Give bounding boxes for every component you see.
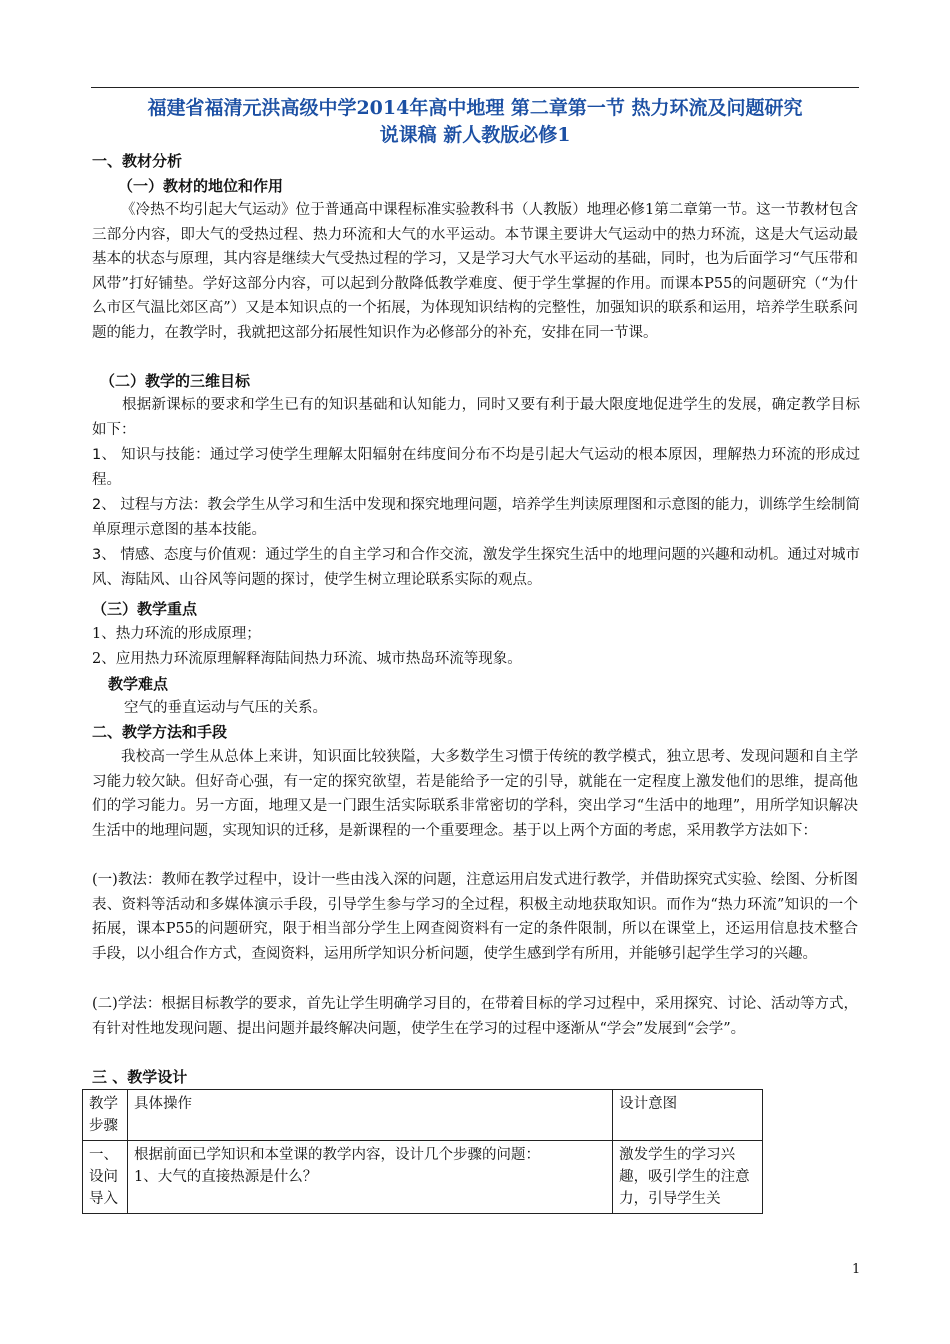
table-header-row — [83, 1090, 763, 1141]
paragraph-textbook-analysis: 《冷热不均引起大气运动》位于普通高中课程标准实验教科书（人教版）地理必修1第二章第一节。这一节教材包含三部分内容，即大气的受热过程、热力环流和大气的水平运动。本节课主要讲大气运动中的热力环流，这是大气运动最基本的状态与原理，其内容是继续大气受热过程的学习，又是学习大气水平运动的基础，同时，也为后面学习“气压带和风带”打好铺垫。学好这部分内容，可以起到分散降低教学难度、便于学生掌握的作用。而课本P55的问题研究（“为什么市区气温比郊区高”）又是本知识点的一个拓展，为体现知识结构的完整性，加强知识的联系和运用，培养学生联系问题的能力，在教学时，我就把这部分拓展性知识作为必修部分的补充，安排在同一节课。 — [92, 202, 858, 341]
table-cell-step: 一、设问导入 — [83, 1141, 128, 1214]
goal-process-method: 2、 过程与方法：教会学生从学习和生活中发现和探究地理问题，培养学生判读原理图和示意图的能力，训练学生绘制简单原理示意图的基本技能。 — [92, 497, 860, 538]
table-header-step: 教学步骤 — [83, 1090, 128, 1141]
table-row — [83, 1141, 763, 1214]
section-heading-3: 三 、教学设计 — [92, 1068, 188, 1086]
subheading-position-role: （一）教材的地位和作用 — [118, 177, 284, 195]
table-header-intent: 设计意图 — [613, 1090, 763, 1141]
table-cell-operation — [128, 1141, 613, 1214]
subheading-three-goals: （二）教学的三维目标 — [100, 372, 251, 390]
key-point-1: 1、热力环流的形成原理； — [92, 626, 261, 642]
goal-knowledge-skills: 1、 知识与技能：通过学习使学生理解太阳辐射在纬度间分布不均是引起大气运动的根本原因，理解热力环流的形成过程。 — [92, 447, 860, 488]
paragraph-teaching-method: (一)教法：教师在教学过程中，设计一些由浅入深的问题，注意运用启发式进行教学，并借助探究式实验、绘图、分析图表、资料等活动和多媒体演示手段，引导学生参与学习的全过程，积极主动地获取知识。而作为“热力环流”知识的一个拓展，课本P55的问题研究，限于相当部分学生上网查阅资料有一定的条件限制，所以在课堂上，还运用信息技术整合手段，以小组合作方式，查阅资料，运用所学知识分析问题，使学生感到学有所用，并能够引起学生学习的兴趣。 — [92, 872, 858, 962]
header-rule — [91, 87, 859, 88]
section-heading-1: 一、教材分析 — [92, 152, 183, 170]
page-number: 1 — [852, 1262, 861, 1277]
document-title-line1: 福建省福清元洪高级中学2014年高中地理 第二章第一节 热力环流及问题研究 — [147, 97, 803, 119]
paragraph-student-analysis: 我校高一学生从总体上来讲，知识面比较狭隘，大多数学生习惯于传统的教学模式，独立思考、发现问题和自主学习能力较欠缺。但好奇心强，有一定的探究欲望，若是能给予一定的引导，就能在一定程度上激发他们的思维，提高他们的学习能力。另一方面，地理又是一门跟生活实际联系非常密切的学科，突出学习“生活中的地理”，用所学知识解决生活中的地理问题，实现知识的迁移，是新课程的一个重要理念。基于以上两个方面的考虑，采用教学方法如下： — [92, 749, 858, 839]
table-header-operation: 具体操作 — [128, 1090, 613, 1141]
document-title-line2: 说课稿 新人教版必修1 — [379, 124, 571, 146]
key-point-2: 2、应用热力环流原理解释海陆间热力环流、城市热岛环流等现象。 — [92, 651, 522, 667]
operation-intro: 根据前面已学知识和本堂课的教学内容，设计几个步骤的问题： — [134, 1147, 541, 1163]
difficulty-text: 空气的垂直运动与气压的关系。 — [124, 700, 327, 716]
subheading-difficulty: 教学难点 — [108, 675, 169, 693]
operation-question-1: 1、大气的直接热源是什么？ — [134, 1169, 318, 1185]
table-cell-intent: 激发学生的学习兴趣，吸引学生的注意力，引导学生关 — [613, 1141, 763, 1214]
teaching-design-table — [82, 1089, 763, 1214]
paragraph-learning-method: (二)学法：根据目标教学的要求，首先让学生明确学习目的，在带着目标的学习过程中，采用探究、讨论、活动等方式，有针对性地发现问题、提出问题并最终解决问题，使学生在学习的过程中逐渐从“学会”发展到“会学”。 — [92, 996, 858, 1037]
subheading-key-points: （三）教学重点 — [92, 600, 198, 618]
paragraph-goals-intro: 根据新课标的要求和学生已有的知识基础和认知能力，同时又要有利于最大限度地促进学生的发展，确定教学目标如下： — [92, 397, 860, 438]
section-heading-2: 二、教学方法和手段 — [92, 723, 228, 741]
goal-emotion-values: 3、 情感、态度与价值观：通过学生的自主学习和合作交流，激发学生探究生活中的地理问题的兴趣和动机。通过对城市风、海陆风、山谷风等问题的探讨，使学生树立理论联系实际的观点。 — [92, 547, 860, 588]
